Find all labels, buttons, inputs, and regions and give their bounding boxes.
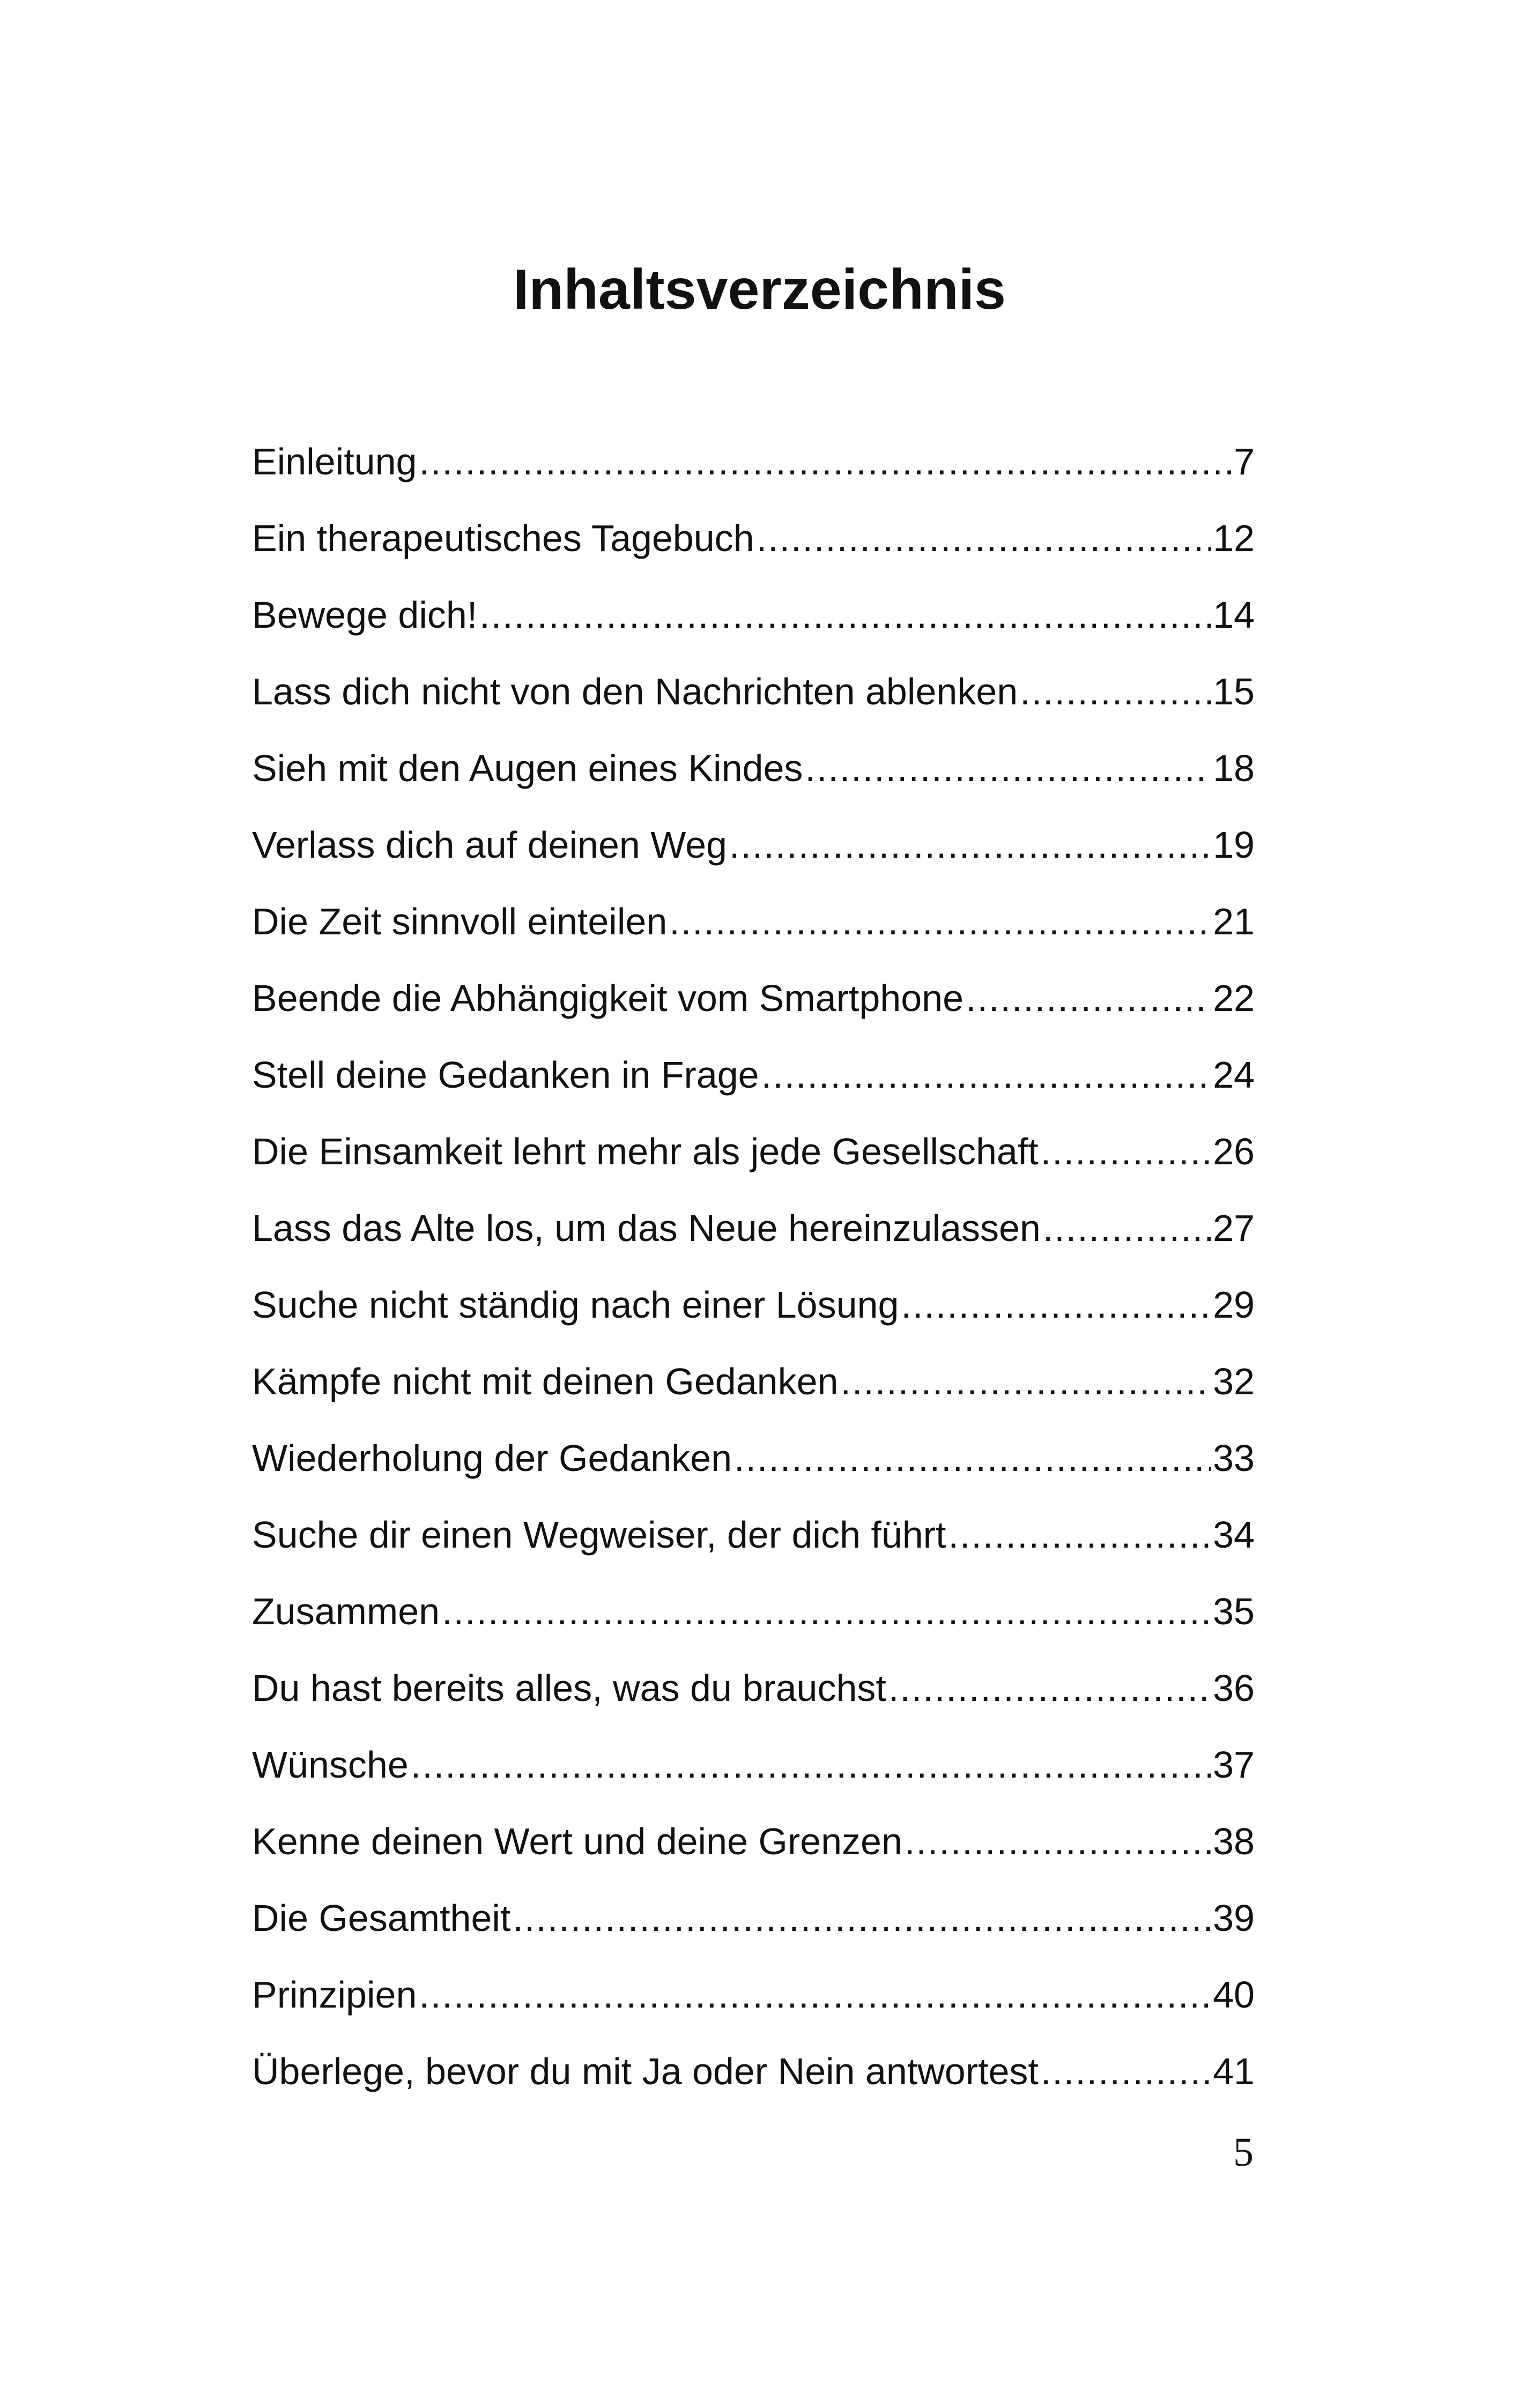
toc-entry-page: 18 xyxy=(1213,747,1255,789)
toc-entry xyxy=(252,1420,1255,1497)
toc-entry-page: 24 xyxy=(1213,1054,1255,1096)
toc-leader-dots xyxy=(419,423,1232,500)
toc-leader-dots xyxy=(442,1573,1211,1650)
toc-leader-dots xyxy=(761,1037,1211,1113)
toc-entry-title: Die Gesamtheit xyxy=(252,1897,511,1939)
toc-entry-page: 27 xyxy=(1213,1207,1255,1249)
toc-entry xyxy=(252,1803,1255,1880)
toc-entry-title: Wiederholung der Gedanken xyxy=(252,1437,732,1479)
toc-entry-page: 22 xyxy=(1213,977,1255,1019)
toc-entry-title: Bewege dich! xyxy=(252,594,478,636)
toc-entry xyxy=(252,1037,1255,1113)
toc-entry xyxy=(252,1650,1255,1727)
toc-entry xyxy=(252,1573,1255,1650)
toc-leader-dots xyxy=(1041,2033,1211,2110)
toc-entry-page: 36 xyxy=(1213,1667,1255,1709)
toc-entry xyxy=(252,1880,1255,1957)
toc-entry-page: 32 xyxy=(1213,1361,1255,1402)
toc-entry-title: Lass das Alte los, um das Neue hereinzulassen xyxy=(252,1207,1041,1249)
toc-entry-page: 34 xyxy=(1213,1514,1255,1556)
toc-entry-title: Sieh mit den Augen eines Kindes xyxy=(252,747,803,789)
toc-leader-dots xyxy=(669,883,1211,960)
toc-entry xyxy=(252,1727,1255,1803)
toc-entry-page: 41 xyxy=(1213,2050,1255,2092)
toc-leader-dots xyxy=(888,1650,1211,1727)
toc-leader-dots xyxy=(948,1497,1211,1573)
toc-entry xyxy=(252,577,1255,653)
toc-entry-title: Stell deine Gedanken in Frage xyxy=(252,1054,759,1096)
toc-entry xyxy=(252,653,1255,730)
toc-entry xyxy=(252,730,1255,807)
toc-entry-title: Suche nicht ständig nach einer Lösung xyxy=(252,1284,899,1326)
toc-entry-title: Überlege, bevor du mit Ja oder Nein antwortest xyxy=(252,2050,1039,2092)
toc-entry xyxy=(252,1497,1255,1573)
toc-entry-title: Suche dir einen Wegweiser, der dich führt xyxy=(252,1514,946,1556)
page-title: Inhaltsverzeichnis xyxy=(513,258,1006,321)
toc-leader-dots xyxy=(966,960,1211,1037)
toc-leader-dots xyxy=(729,807,1211,883)
toc-entry xyxy=(252,883,1255,960)
toc-entry-title: Kenne deinen Wert und deine Grenzen xyxy=(252,1820,902,1862)
toc-entry-page: 21 xyxy=(1213,901,1255,942)
toc-leader-dots xyxy=(805,730,1211,807)
toc-entry-title: Die Zeit sinnvoll einteilen xyxy=(252,901,668,942)
toc-entry-title: Beende die Abhängigkeit vom Smartphone xyxy=(252,977,964,1019)
toc-entry-title: Verlass dich auf deinen Weg xyxy=(252,824,727,866)
toc-entry xyxy=(252,960,1255,1037)
toc-leader-dots xyxy=(905,1803,1211,1880)
toc-entry-page: 14 xyxy=(1213,594,1255,636)
toc-entry-title: Die Einsamkeit lehrt mehr als jede Gesellschaft xyxy=(252,1131,1039,1172)
toc-entry-page: 19 xyxy=(1213,824,1255,866)
toc-entry-title: Du hast bereits alles, was du brauchst xyxy=(252,1667,886,1709)
toc-entry-title: Ein therapeutisches Tagebuch xyxy=(252,517,754,559)
toc-leader-dots xyxy=(1020,653,1211,730)
toc-entry xyxy=(252,423,1255,500)
toc-leader-dots xyxy=(840,1343,1211,1420)
toc-leader-dots xyxy=(1041,1113,1211,1190)
toc-entry-page: 37 xyxy=(1213,1744,1255,1786)
toc-entry-page: 39 xyxy=(1213,1897,1255,1939)
toc-entry xyxy=(252,807,1255,883)
toc-leader-dots xyxy=(1043,1190,1211,1267)
toc-entry xyxy=(252,1267,1255,1343)
toc-entry-page: 12 xyxy=(1213,517,1255,559)
toc-entry-page: 40 xyxy=(1213,1974,1255,2016)
toc-entry xyxy=(252,500,1255,577)
toc-entry-title: Zusammen xyxy=(252,1591,440,1632)
toc-leader-dots xyxy=(757,500,1211,577)
toc-entry-page: 26 xyxy=(1213,1131,1255,1172)
page-number: 5 xyxy=(1233,2130,1254,2175)
toc-entry-title: Einleitung xyxy=(252,441,417,482)
toc-entry-page: 33 xyxy=(1213,1437,1255,1479)
toc-entry-title: Kämpfe nicht mit deinen Gedanken xyxy=(252,1361,839,1402)
toc-leader-dots xyxy=(411,1727,1211,1803)
toc-entry-page: 15 xyxy=(1213,671,1255,712)
toc-leader-dots xyxy=(901,1267,1211,1343)
toc-entry-title: Lass dich nicht von den Nachrichten ablenken xyxy=(252,671,1018,712)
toc-entry-page: 35 xyxy=(1213,1591,1255,1632)
toc-leader-dots xyxy=(513,1880,1211,1957)
toc-entry-title: Wünsche xyxy=(252,1744,409,1786)
toc-entry-page: 29 xyxy=(1213,1284,1255,1326)
table-of-contents xyxy=(252,423,1255,2110)
toc-entry xyxy=(252,2033,1255,2110)
toc-leader-dots xyxy=(419,1957,1211,2033)
toc-entry xyxy=(252,1190,1255,1267)
toc-leader-dots xyxy=(734,1420,1211,1497)
toc-leader-dots xyxy=(479,577,1211,653)
toc-entry xyxy=(252,1343,1255,1420)
toc-entry xyxy=(252,1957,1255,2033)
toc-entry xyxy=(252,1113,1255,1190)
toc-entry-title: Prinzipien xyxy=(252,1974,417,2016)
toc-entry-page: 7 xyxy=(1234,441,1255,482)
toc-entry-page: 38 xyxy=(1213,1820,1255,1862)
